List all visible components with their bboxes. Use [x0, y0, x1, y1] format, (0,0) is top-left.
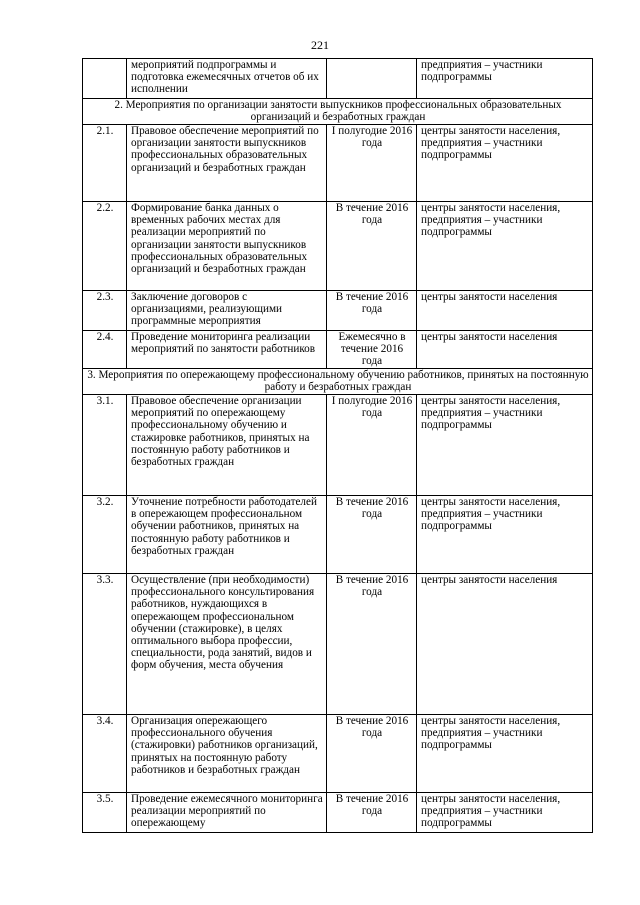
table-row — [83, 291, 593, 331]
executors-cell: центры занятости населения, предприятия – участники подпрограммы — [417, 793, 593, 833]
term-cell: I полугодие 2016 года — [327, 395, 417, 496]
table-row — [83, 202, 593, 291]
event-cell: Проведение мониторинга реализации мероприятий по занятости работников — [127, 331, 327, 369]
row-number: 3.1. — [83, 395, 127, 496]
row-number: 3.5. — [83, 793, 127, 833]
row-number: 3.2. — [83, 496, 127, 574]
event-cell: Правовое обеспечение мероприятий по организации занятости выпускников профессиональных образовательных организаций и безработных граждан — [127, 125, 327, 202]
term-cell: Ежемесячно в течение 2016 года — [327, 331, 417, 369]
table-row — [83, 395, 593, 496]
term-cell: I полугодие 2016 года — [327, 125, 417, 202]
section-header-row — [83, 369, 593, 395]
row-number: 2.1. — [83, 125, 127, 202]
table-row — [83, 125, 593, 202]
term-cell: В течение 2016 года — [327, 793, 417, 833]
section-title: 2. Мероприятия по организации занятости выпускников профессиональных образовательных организаций и безработных граждан — [83, 99, 593, 125]
term-cell: В течение 2016 года — [327, 202, 417, 291]
table-row — [83, 59, 593, 99]
executors-cell: центры занятости населения — [417, 331, 593, 369]
section-title: 3. Мероприятия по опережающему профессиональному обучению работников, принятых на постоянную работу и безработных граждан — [83, 369, 593, 395]
event-cell: Проведение ежемесячного мониторинга реализации мероприятий по опережающему — [127, 793, 327, 833]
executors-cell: центры занятости населения — [417, 291, 593, 331]
row-number: 3.4. — [83, 715, 127, 793]
term-cell: В течение 2016 года — [327, 574, 417, 715]
table-row — [83, 715, 593, 793]
term-cell: В течение 2016 года — [327, 496, 417, 574]
term-cell — [327, 59, 417, 99]
event-cell: Заключение договоров с организациями, реализующими программные мероприятия — [127, 291, 327, 331]
executors-cell: центры занятости населения, предприятия – участники подпрограммы — [417, 715, 593, 793]
executors-cell: предприятия – участники подпрограммы — [417, 59, 593, 99]
event-cell: Формирование банка данных о временных рабочих местах для реализации мероприятий по организации занятости выпускников профессиональных образовательных организаций и безработных граждан — [127, 202, 327, 291]
event-cell: Уточнение потребности работодателей в опережающем профессиональном обучении работников, принятых на постоянную работу работников и безработных граждан — [127, 496, 327, 574]
table-row — [83, 793, 593, 833]
event-cell: мероприятий подпрограммы и подготовка ежемесячных отчетов об их исполнении — [127, 59, 327, 99]
row-number — [83, 59, 127, 99]
table-row — [83, 331, 593, 369]
executors-cell: центры занятости населения, предприятия – участники подпрограммы — [417, 395, 593, 496]
term-cell: В течение 2016 года — [327, 291, 417, 331]
row-number: 2.2. — [83, 202, 127, 291]
activities-table — [82, 58, 593, 833]
executors-cell: центры занятости населения, предприятия – участники подпрограммы — [417, 202, 593, 291]
table-row — [83, 574, 593, 715]
term-cell: В течение 2016 года — [327, 715, 417, 793]
executors-cell: центры занятости населения, предприятия – участники подпрограммы — [417, 496, 593, 574]
executors-cell: центры занятости населения — [417, 574, 593, 715]
row-number: 2.3. — [83, 291, 127, 331]
row-number: 2.4. — [83, 331, 127, 369]
event-cell: Организация опережающего профессионального обучения (стажировки) работников организаций, принятых на постоянную работу работников и безработных граждан — [127, 715, 327, 793]
executors-cell: центры занятости населения, предприятия – участники подпрограммы — [417, 125, 593, 202]
event-cell: Осуществление (при необходимости) профессионального консультирования работников, нуждающихся в опережающем профессиональном обучении (стажировке), в целях оптимального выбора профессии, специальности, рода занятий, видов и форм обучения, места обучения — [127, 574, 327, 715]
row-number: 3.3. — [83, 574, 127, 715]
event-cell: Правовое обеспечение организации мероприятий по опережающему профессиональному обучению и стажировке работников, принятых на постоянную работу работников и безработных граждан — [127, 395, 327, 496]
section-header-row — [83, 99, 593, 125]
table-row — [83, 496, 593, 574]
page-number: 221 — [311, 38, 329, 52]
